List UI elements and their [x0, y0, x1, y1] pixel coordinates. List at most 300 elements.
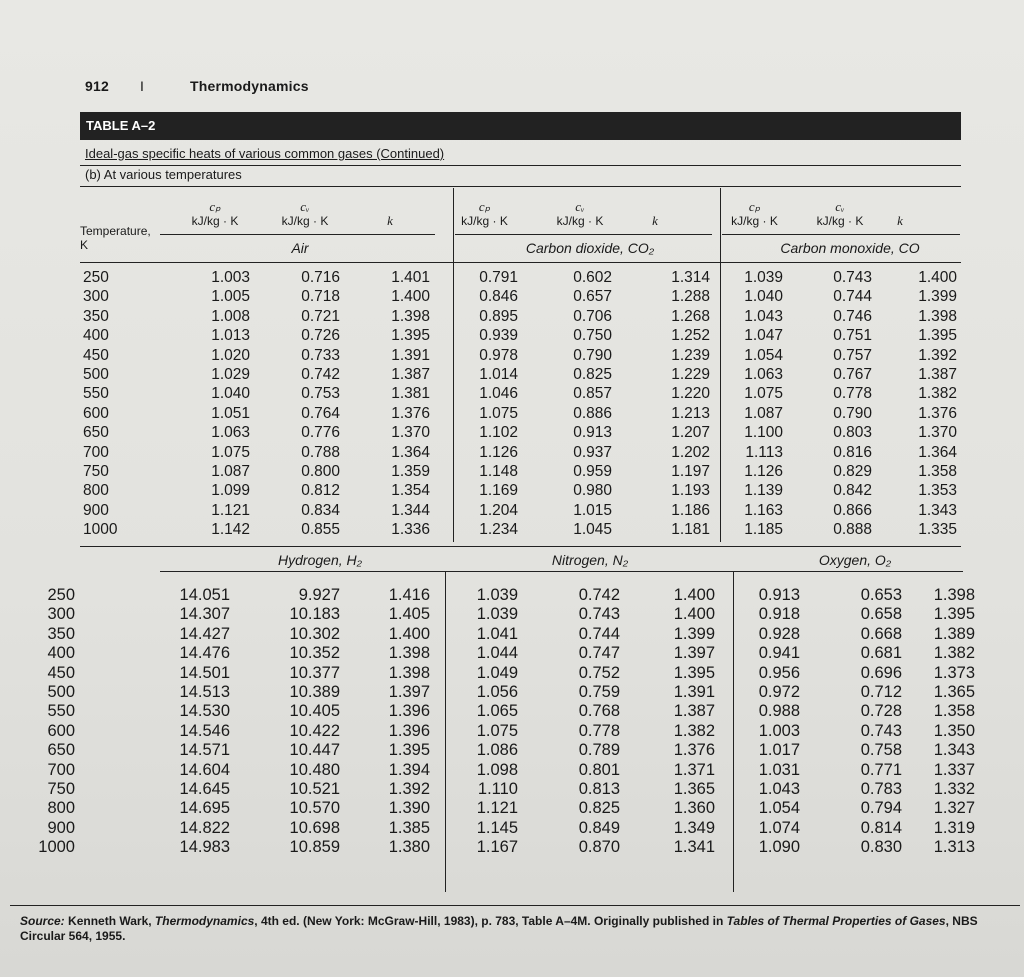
table-cell: 1.044: [476, 644, 518, 663]
temperature-column-top: [83, 268, 143, 539]
table-cell: 0.959: [573, 462, 612, 480]
table-cell: 0.825: [573, 365, 612, 383]
table-cell: 0.788: [301, 443, 340, 461]
table-cell: 1.043: [758, 779, 800, 798]
k-header: [630, 214, 680, 228]
table-cell: 0.744: [833, 288, 872, 306]
table-cell: 1.193: [671, 482, 710, 500]
table-cell: 600: [83, 404, 109, 422]
table-cell: 0.941: [758, 644, 800, 663]
table-cell: 650: [83, 424, 109, 442]
h2-k-column: [345, 585, 430, 856]
table-cell: 550: [83, 385, 109, 403]
unit-label: kJ/kg · K: [191, 214, 239, 228]
table-cell: 1.387: [391, 365, 430, 383]
table-cell: 1.015: [573, 501, 612, 519]
table-cell: 0.712: [860, 682, 902, 701]
table-cell: 10.405: [289, 702, 340, 721]
table-cell: 0.886: [573, 404, 612, 422]
table-cell: 10.302: [289, 624, 340, 643]
table-cell: 0.750: [573, 327, 612, 345]
table-cell: 14.427: [179, 624, 230, 643]
table-subtitle: (b) At various temperatures: [85, 167, 242, 182]
table-cell: 1.017: [758, 741, 800, 760]
table-cell: 0.895: [479, 307, 518, 325]
table-cell: 0.783: [860, 779, 902, 798]
table-cell: 14.307: [179, 605, 230, 624]
table-cell: 800: [83, 482, 109, 500]
table-cell: 14.695: [179, 799, 230, 818]
table-cell: 0.742: [301, 365, 340, 383]
table-cell: 1.039: [744, 269, 783, 286]
gas-label-top: Carbon monoxide, CO: [780, 240, 920, 256]
table-cell: 400: [47, 644, 75, 663]
gas-label-top: Air: [291, 240, 309, 256]
table-cell: 1.126: [479, 443, 518, 461]
table-title: Ideal-gas specific heats of various common gases (Continued): [85, 146, 445, 161]
table-cell: 0.814: [860, 818, 902, 837]
table-cell: 0.742: [578, 586, 620, 604]
book-title: Thermodynamics: [190, 78, 309, 94]
table-cell: 0.747: [578, 644, 620, 663]
cp-header: [722, 200, 787, 228]
table-cell: 14.604: [179, 760, 230, 779]
table-cell: 0.937: [573, 443, 612, 461]
table-cell: 1.405: [388, 605, 430, 624]
table-cell: 1.387: [673, 702, 715, 721]
cv-symbol: cᵥ: [300, 199, 310, 214]
table-cell: 1.043: [744, 307, 783, 325]
table-cell: 0.978: [479, 346, 518, 364]
table-cell: 0.778: [578, 721, 620, 740]
table-cell: 1.100: [744, 424, 783, 442]
table-cell: 0.657: [573, 288, 612, 306]
table-cell: 1.181: [671, 521, 710, 539]
cv-header: [805, 200, 875, 228]
table-cell: 0.800: [301, 462, 340, 480]
table-cell: 1.087: [211, 462, 250, 480]
table-cell: 400: [83, 327, 109, 345]
table-cell: 0.696: [860, 663, 902, 682]
table-cell: 1.343: [918, 501, 957, 519]
table-cell: 1.359: [391, 462, 430, 480]
table-cell: 1.313: [933, 838, 975, 857]
table-cell: 1.075: [476, 721, 518, 740]
table-cell: 800: [47, 799, 75, 818]
table-cell: 0.791: [479, 269, 518, 286]
h2-cp-column: [140, 585, 230, 856]
o2-cv-column: [820, 585, 902, 856]
gas-label-top: Carbon dioxide, CO₂: [525, 240, 655, 256]
cp-header: [452, 200, 517, 228]
table-cell: 1.335: [918, 521, 957, 539]
table-cell: 1.252: [671, 327, 710, 345]
table-cell: 1.336: [391, 521, 430, 539]
table-cell: 1.167: [476, 838, 518, 857]
bottom-gas-rule: [160, 571, 963, 572]
table-cell: 1.385: [388, 818, 430, 837]
table-cell: 1.398: [918, 307, 957, 325]
table-cell: 0.928: [758, 624, 800, 643]
table-cell: 1.185: [744, 521, 783, 539]
table-cell: 1.051: [211, 404, 250, 422]
table-cell: 0.972: [758, 682, 800, 701]
table-cell: 1.039: [476, 586, 518, 604]
subtitle-rule: [80, 186, 961, 187]
table-cell: 1.014: [479, 365, 518, 383]
bottom-rule: [10, 905, 1020, 906]
co2-cv-column: [530, 268, 612, 539]
table-cell: 1.056: [476, 682, 518, 701]
table-cell: 0.939: [479, 327, 518, 345]
table-cell: 1.401: [391, 269, 430, 286]
table-cell: 1.364: [391, 443, 430, 461]
temperature-header: Temperature, K: [80, 224, 151, 252]
table-cell: 1.370: [918, 424, 957, 442]
table-cell: 1.399: [673, 624, 715, 643]
n2-cp-column: [450, 585, 518, 856]
table-cell: 1.148: [479, 462, 518, 480]
table-cell: 14.645: [179, 779, 230, 798]
table-cell: 0.759: [578, 682, 620, 701]
table-cell: 1.003: [211, 269, 250, 286]
table-cell: 1.204: [479, 501, 518, 519]
table-cell: 500: [47, 682, 75, 701]
table-cell: 1.045: [573, 521, 612, 539]
table-cell: 1.046: [479, 385, 518, 403]
table-cell: 1.343: [933, 741, 975, 760]
gas-label-nitrogen: Nitrogen, N₂: [551, 552, 629, 568]
table-cell: 14.051: [179, 586, 230, 604]
table-cell: 1.400: [388, 624, 430, 643]
air-cp-column: [160, 268, 250, 539]
table-cell: 1.371: [673, 760, 715, 779]
table-cell: 1.399: [918, 288, 957, 306]
table-cell: 0.764: [301, 404, 340, 422]
co-cv-column: [800, 268, 872, 539]
table-cell: 0.846: [479, 288, 518, 306]
cv-header: [540, 200, 620, 228]
table-cell: 1.390: [388, 799, 430, 818]
table-cell: 1.400: [391, 288, 430, 306]
header-rule: [722, 234, 960, 235]
table-cell: 700: [83, 443, 109, 461]
table-cell: 1.398: [933, 586, 975, 604]
table-cell: 0.816: [833, 443, 872, 461]
table-cell: 0.803: [833, 424, 872, 442]
table-cell: 1.373: [933, 663, 975, 682]
table-cell: 0.706: [573, 307, 612, 325]
table-cell: 10.698: [289, 818, 340, 837]
table-cell: 1.110: [477, 779, 518, 798]
n2-k-column: [630, 585, 715, 856]
table-cell: 1.396: [388, 721, 430, 740]
table-cell: 1.365: [673, 779, 715, 798]
table-cell: 1.337: [933, 760, 975, 779]
k-symbol: k: [387, 213, 393, 228]
table-cell: 0.988: [758, 702, 800, 721]
table-cell: 10.859: [289, 838, 340, 857]
table-cell: 900: [83, 501, 109, 519]
table-cell: 1.121: [476, 799, 518, 818]
table-cell: 0.752: [578, 663, 620, 682]
table-cell: 1.145: [476, 818, 518, 837]
air-k-column: [345, 268, 430, 539]
table-cell: 1.382: [918, 385, 957, 403]
unit-label: kJ/kg · K: [281, 214, 329, 228]
co-k-column: [880, 268, 957, 539]
table-cell: 0.767: [833, 365, 872, 383]
table-cell: 10.377: [289, 663, 340, 682]
table-cell: 1.102: [479, 424, 518, 442]
table-cell: 1.400: [673, 586, 715, 604]
table-cell: 0.834: [301, 501, 340, 519]
table-cell: 450: [47, 663, 75, 682]
table-cell: 550: [47, 702, 75, 721]
table-cell: 1.054: [758, 799, 800, 818]
table-cell: 0.758: [860, 741, 902, 760]
unit-label: kJ/kg · K: [461, 214, 508, 228]
table-cell: 1.049: [476, 663, 518, 682]
table-cell: 1.395: [673, 663, 715, 682]
table-cell: 10.422: [289, 721, 340, 740]
table-cell: 1.213: [671, 404, 710, 422]
table-cell: 0.829: [833, 462, 872, 480]
table-cell: 1.086: [476, 741, 518, 760]
table-cell: 1.395: [388, 741, 430, 760]
header-bottom-rule: [80, 262, 961, 263]
cp-symbol: cₚ: [209, 199, 221, 214]
table-cell: 1.394: [388, 760, 430, 779]
table-cell: 1.013: [211, 327, 250, 345]
table-cell: 1.391: [391, 346, 430, 364]
gas-label-oxygen: Oxygen, O₂: [818, 552, 892, 568]
temperature-column-bottom: [20, 585, 75, 856]
table-cell: 1.360: [673, 799, 715, 818]
page-number: 912: [85, 78, 109, 94]
table-cell: 1.039: [476, 605, 518, 624]
cp-symbol: cₚ: [478, 199, 491, 214]
table-cell: 450: [83, 346, 109, 364]
table-cell: 1.031: [758, 760, 800, 779]
table-cell: 1.398: [388, 663, 430, 682]
table-cell: 1000: [38, 838, 75, 857]
table-cell: 1.398: [391, 307, 430, 325]
table-cell: 14.530: [179, 702, 230, 721]
cv-symbol: cᵥ: [575, 199, 585, 214]
table-cell: 1.398: [388, 644, 430, 663]
k-header: [360, 214, 420, 228]
table-cell: 750: [83, 462, 109, 480]
table-cell: 14.571: [179, 741, 230, 760]
table-cell: 0.789: [578, 741, 620, 760]
table-cell: 1.382: [933, 644, 975, 663]
table-cell: 10.521: [289, 779, 340, 798]
table-cell: 1.029: [211, 365, 250, 383]
table-cell: 1.065: [476, 702, 518, 721]
table-cell: 0.857: [573, 385, 612, 403]
table-cell: 0.778: [833, 385, 872, 403]
header-rule: [455, 234, 712, 235]
table-cell: 1.397: [673, 644, 715, 663]
table-cell: 1.139: [744, 482, 783, 500]
table-cell: 1.087: [744, 404, 783, 422]
table-cell: 1.288: [671, 288, 710, 306]
table-cell: 700: [47, 760, 75, 779]
table-cell: 1.400: [918, 269, 957, 286]
table-cell: 14.983: [179, 838, 230, 857]
table-cell: 14.476: [179, 644, 230, 663]
n2-cv-column: [540, 585, 620, 856]
table-cell: 0.744: [578, 624, 620, 643]
table-cell: 10.352: [289, 644, 340, 663]
table-cell: 0.888: [833, 521, 872, 539]
unit-label: kJ/kg · K: [816, 214, 864, 228]
table-cell: 1.008: [211, 307, 250, 325]
co-cp-column: [720, 268, 783, 539]
table-cell: 1.186: [671, 501, 710, 519]
table-cell: 1.113: [745, 443, 783, 461]
table-cell: 0.870: [578, 838, 620, 857]
k-symbol: k: [897, 213, 903, 228]
table-cell: 1.075: [211, 443, 250, 461]
table-cell: 1.396: [388, 702, 430, 721]
table-cell: 1.349: [673, 818, 715, 837]
table-cell: 0.790: [833, 404, 872, 422]
table-cell: 0.728: [860, 702, 902, 721]
k-header: [880, 214, 920, 228]
table-cell: 0.980: [573, 482, 612, 500]
table-cell: 600: [47, 721, 75, 740]
table-cell: 1.358: [918, 462, 957, 480]
table-cell: 1.341: [673, 838, 715, 857]
table-cell: 1.020: [211, 346, 250, 364]
table-cell: 1.126: [744, 462, 783, 480]
table-cell: 1.395: [933, 605, 975, 624]
table-cell: 0.794: [860, 799, 902, 818]
table-cell: 10.183: [289, 605, 340, 624]
table-cell: 0.668: [860, 624, 902, 643]
table-cell: 0.716: [301, 269, 340, 286]
table-cell: 1.387: [918, 365, 957, 383]
table-cell: 1.332: [933, 779, 975, 798]
table-cell: 650: [47, 741, 75, 760]
table-cell: 0.855: [301, 521, 340, 539]
table-cell: 1.376: [918, 404, 957, 422]
co2-k-column: [625, 268, 710, 539]
table-cell: 1.319: [933, 818, 975, 837]
table-cell: 300: [47, 605, 75, 624]
header-separator: I: [140, 78, 145, 94]
table-cell: 250: [83, 269, 109, 286]
table-cell: 0.768: [578, 702, 620, 721]
table-cell: 10.570: [289, 799, 340, 818]
table-cell: 1.063: [744, 365, 783, 383]
table-cell: 1.376: [673, 741, 715, 760]
table-cell: 250: [47, 586, 75, 604]
o2-cp-column: [730, 585, 800, 856]
table-cell: 1.268: [671, 307, 710, 325]
table-cell: 0.849: [578, 818, 620, 837]
running-header: [85, 78, 309, 94]
table-cell: 0.825: [578, 799, 620, 818]
table-cell: 1.239: [671, 346, 710, 364]
table-cell: 1.382: [673, 721, 715, 740]
unit-label: kJ/kg · K: [556, 214, 604, 228]
table-label-bar: [80, 112, 961, 140]
table-cell: 300: [83, 288, 109, 306]
table-cell: 1.234: [479, 521, 518, 539]
table-cell: 1.392: [388, 779, 430, 798]
table-cell: 1.040: [744, 288, 783, 306]
table-cell: 14.501: [179, 663, 230, 682]
table-cell: 10.447: [289, 741, 340, 760]
table-cell: 0.813: [578, 779, 620, 798]
table-cell: 1.003: [758, 721, 800, 740]
table-cell: 1.416: [388, 586, 430, 604]
table-cell: 0.830: [860, 838, 902, 857]
table-cell: 1.395: [391, 327, 430, 345]
table-cell: 350: [83, 307, 109, 325]
table-cell: 0.743: [578, 605, 620, 624]
table-cell: 0.718: [301, 288, 340, 306]
table-cell: 0.812: [301, 482, 340, 500]
table-cell: 0.913: [758, 586, 800, 604]
table-cell: 1.047: [744, 327, 783, 345]
table-label: TABLE A–2: [86, 118, 156, 133]
table-cell: 750: [47, 779, 75, 798]
cv-header: [265, 200, 345, 228]
table-cell: 1.353: [918, 482, 957, 500]
table-cell: 1.098: [476, 760, 518, 779]
table-cell: 0.918: [758, 605, 800, 624]
table-cell: 350: [47, 624, 75, 643]
table-cell: 1.074: [758, 818, 800, 837]
table-cell: 14.546: [179, 721, 230, 740]
h2-cv-column: [250, 585, 340, 856]
table-cell: 0.743: [833, 269, 872, 286]
cp-symbol: cₚ: [748, 199, 761, 214]
table-cell: 0.721: [301, 307, 340, 325]
table-cell: 0.602: [573, 269, 612, 286]
table-cell: 1.354: [391, 482, 430, 500]
table-cell: 1.040: [211, 385, 250, 403]
table-cell: 1.075: [479, 404, 518, 422]
table-cell: 1.121: [211, 501, 250, 519]
table-cell: 1.380: [388, 838, 430, 857]
table-cell: 1.005: [211, 288, 250, 306]
cp-header: [170, 200, 260, 228]
table-cell: 0.743: [860, 721, 902, 740]
table-cell: 0.790: [573, 346, 612, 364]
gas-label-hydrogen: Hydrogen, H₂: [278, 552, 362, 568]
co2-cp-column: [450, 268, 518, 539]
table-cell: 1.391: [673, 682, 715, 701]
table-cell: 0.776: [301, 424, 340, 442]
header-rule: [160, 234, 435, 235]
table-cell: 1.344: [391, 501, 430, 519]
table-cell: 1.381: [391, 385, 430, 403]
table-cell: 9.927: [298, 586, 340, 604]
o2-k-column: [905, 585, 975, 856]
table-cell: 1.400: [673, 605, 715, 624]
table-cell: 0.751: [833, 327, 872, 345]
table-cell: 1.142: [211, 521, 250, 539]
table-cell: 14.822: [179, 818, 230, 837]
table-cell: 0.746: [833, 307, 872, 325]
source-note: Source: Kenneth Wark, Thermodynamics, 4th ed. (New York: McGraw-Hill, 1983), p. 783, Table A–4M. Originally published in Tables of Thermal Properties of Gases, NBS Circular 564, 1955.: [20, 914, 978, 943]
table-cell: 10.480: [289, 760, 340, 779]
